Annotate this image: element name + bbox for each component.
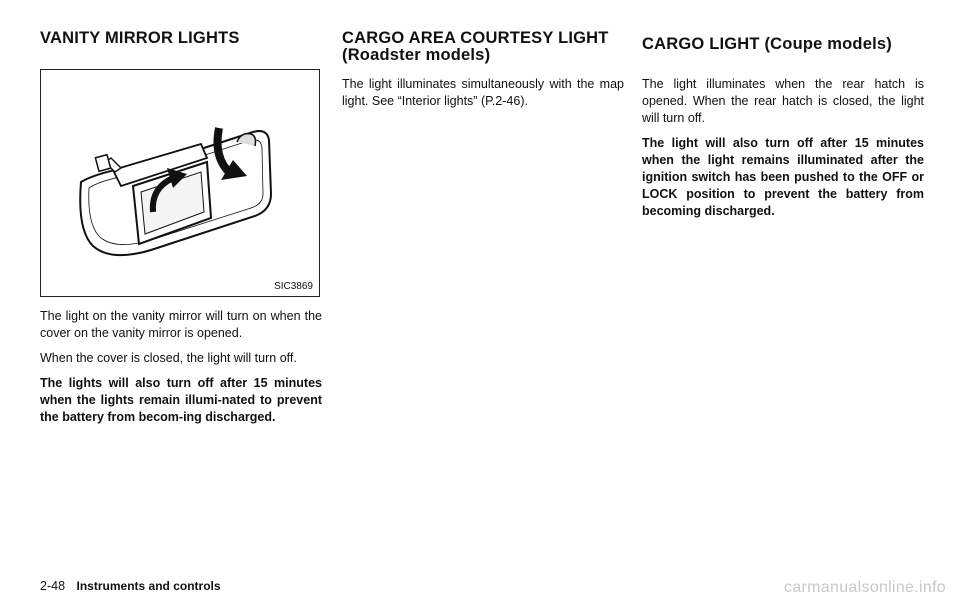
- vanity-warning-paragraph: The lights will also turn off after 15 minutes when the lights remain illumi-nated to prevent the battery from becom-ing discharged.: [40, 376, 322, 424]
- page-number: 2-48: [40, 579, 66, 593]
- cargo-area-paragraph: The light illuminates simultaneously with the map light. See “Interior lights” (P.2-46).: [342, 77, 624, 108]
- vanity-mirror-section: [40, 30, 322, 434]
- page-footer: [40, 579, 221, 593]
- sun-visor-illustration: [41, 70, 321, 298]
- watermark-text: carmanualsonline.info: [784, 579, 946, 596]
- vanity-paragraph-1: The light on the vanity mirror will turn on when the cover on the vanity mirror is opened.: [40, 309, 322, 340]
- cargo-light-heading: CARGO LIGHT (Coupe models): [642, 35, 892, 53]
- cargo-light-paragraph-1: The light illuminates when the rear hatch is opened. When the rear hatch is closed, the light will turn off.: [642, 77, 924, 125]
- figure-code: SIC3869: [274, 281, 313, 292]
- section-title: Instruments and controls: [76, 579, 221, 593]
- cargo-light-section: [642, 30, 924, 228]
- vanity-paragraph-2: When the cover is closed, the light will turn off.: [40, 351, 297, 365]
- vanity-mirror-heading: VANITY MIRROR LIGHTS: [40, 29, 240, 47]
- cargo-light-warning-paragraph: The light will also turn off after 15 minutes when the light remains illuminated after the ignition switch has been pushed to the OFF or LOCK position to prevent the battery from becoming discharged.: [642, 136, 924, 218]
- sun-visor-figure: [40, 69, 320, 297]
- cargo-area-section: [342, 30, 624, 118]
- cargo-area-heading: CARGO AREA COURTESY LIGHT (Roadster models): [342, 29, 609, 64]
